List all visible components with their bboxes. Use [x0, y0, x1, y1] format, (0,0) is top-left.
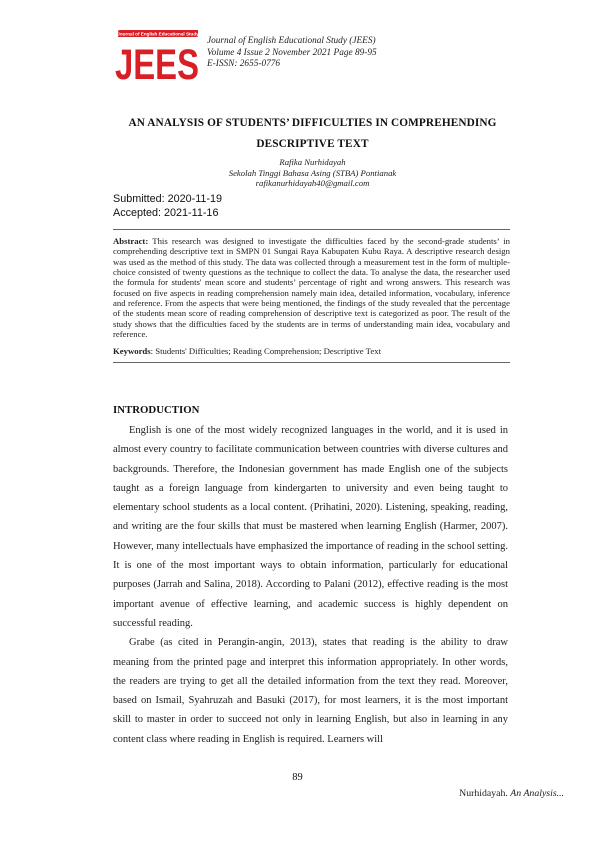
submitted-date: Submitted: 2020-11-19 [113, 193, 223, 205]
paper-title-line-1: AN ANALYSIS OF STUDENTS’ DIFFICULTIES IN COMPREHENDING [128, 117, 497, 129]
abstract-label: Abstract: [113, 236, 149, 246]
footer-title: An Analysis... [510, 788, 564, 799]
journal-logo [114, 28, 200, 89]
introduction-body [113, 421, 508, 749]
publication-dates [113, 193, 222, 220]
running-footer [459, 788, 564, 799]
body-paragraph: Grabe (as cited in Perangin-angin, 2013), states that reading is the ability to draw meaning from the printed page and interpret this information appropriately. In other words, the readers are trying to get all the detailed information from the text they read. Moreover, based on Ismail, Syahruzah and Basuki (2017), for most learners, it is the most important skill to master in order to succeed not only in learning English, but also in learning in any content class where reading in English is required. Learners will [113, 637, 508, 745]
author-affiliation: Sekolah Tinggi Bahasa Asing (STBA) Pontianak [228, 167, 397, 178]
paper-title [100, 113, 525, 155]
author-email: rafikanurhidayah40@gmail.com [255, 178, 370, 189]
journal-volume: Volume 4 Issue 2 November 2021 Page 89-95 [207, 47, 377, 58]
accepted-date: Accepted: 2021-11-16 [113, 206, 219, 219]
journal-name: Journal of English Educational Study (JEES) [207, 36, 376, 46]
journal-issn: E-ISSN: 2655-0776 [207, 59, 281, 69]
section-divider [113, 362, 510, 363]
abstract [113, 236, 510, 339]
keywords [113, 346, 510, 357]
paper-title-line-2: DESCRIPTIVE TEXT [256, 138, 369, 150]
journal-info [207, 36, 377, 71]
keywords-text: : Students' Difficulties; Reading Comprehension; Descriptive Text [150, 346, 381, 357]
page-number: 89 [292, 772, 303, 783]
logo-banner-text: Journal of English Educational Study [117, 31, 199, 37]
body-paragraph: English is one of the most widely recognized languages in the world, and it is used in almost every country to facilitate communication between countries with diverse cultures and backgrounds. Therefore, the Indonesian government has made English one of the subjects taught as a foreign language from kindergarten to university and even being taught to elementary school students as a local content. (Prihatini, 2020). Listening, speaking, reading, and writing are the four skills that must be mastered when learning English (Harmer, 2007). However, many intellectuals have emphasized the importance of reading in the school setting. It is one of the most important ways to obtain information, particularly for educational purposes (Jarrah and Salina, 2018). According to Palani (2012), effective reading is the most important avenue of effective learning, and academic success is highly dependent on successful reading. [113, 425, 508, 629]
logo-letters: JEES [115, 41, 199, 89]
introduction-heading: INTRODUCTION [113, 404, 200, 416]
author-block [100, 157, 525, 189]
author-name: Rafika Nurhidayah [279, 157, 346, 167]
abstract-text: This research was designed to investigate the difficulties faced by the second-grade students’ in comprehending descriptive text in SMPN 01 Sungai Raya Kabupaten Kubu Raya. A descriptive research design was used as the method of this study. The data was collected through a measurement test in the form of multiple-choice consisted of twenty questions as the technique to collect the data. To analyse the data, the researcher used the formula for students' mean score and students’ percentage of right and wrong answers. This research was focused on five aspects in reading comprehension namely main idea, detailed information, vocabulary, inference and reference. From the aspects that were being mentioned, the findings of the study revealed that the percentage of the students mean score of reading comprehension of descriptive text is categorized as poor. The result of the study shows that the difficulties faced by the students are in terms of understanding main idea, vocabulary and reference. [113, 236, 510, 340]
abstract-section [113, 229, 510, 363]
footer-author: Nurhidayah. [459, 788, 508, 799]
keywords-label: Keywords [113, 346, 151, 357]
